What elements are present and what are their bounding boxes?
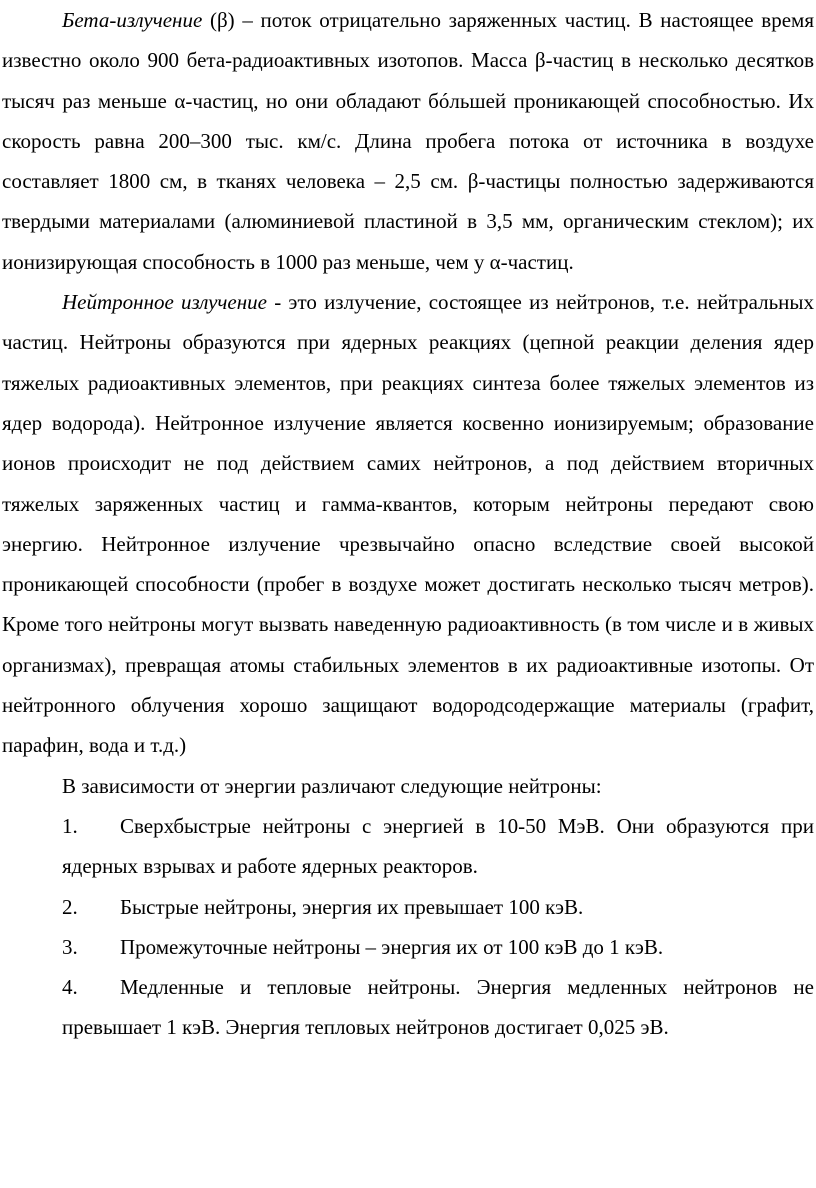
list-item xyxy=(2,967,814,1048)
list-item-text: Медленные и тепловые нейтроны. Энергия медленных нейтронов не превышает 1 кэВ. Энергия тепловых нейтронов достигает 0,025 эВ. xyxy=(62,975,814,1040)
list-item xyxy=(2,806,814,887)
list-item-text: Быстрые нейтроны, энергия их превышает 100 кэВ. xyxy=(120,894,584,919)
list-item-text: Промежуточные нейтроны – энергия их от 100 кэВ до 1 кэВ. xyxy=(120,934,664,959)
beta-radiation-term: Бета-излучение xyxy=(62,8,203,32)
neutron-types-list xyxy=(2,806,814,1048)
beta-radiation-paragraph xyxy=(2,0,814,282)
neutron-types-intro: В зависимости от энергии различают следующие нейтроны: xyxy=(62,773,602,798)
list-item-number: 3. xyxy=(62,934,78,959)
list-item-text: Сверхбыстрые нейтроны с энергией в 10-50 МэВ. Они образуются при ядерных взрывах и работе ядерных реакторов. xyxy=(62,813,814,879)
list-item xyxy=(2,887,814,927)
list-item-number: 4. xyxy=(62,975,78,1000)
beta-radiation-text: (β) – поток отрицательно заряженных частиц. В настоящее время известно около 900 бета-радиоактивных изотопов. Масса β-частиц в несколько десятков тысяч раз меньше α-частиц, но они обладают бóльшей проникающей способностью. Их скорость равна 200–300 тыс. км/с. Длина пробега потока от источника в воздухе составляет 1800 см, в тканях человека – 2,5 см. β-частицы полностью задерживаются твердыми материалами (алюминиевой пластиной в 3,5 мм, органическим стеклом); их ионизирующая способность в 1000 раз меньше, чем у α-частиц. xyxy=(2,8,814,274)
list-item xyxy=(2,927,814,967)
neutron-radiation-paragraph xyxy=(2,282,814,766)
neutron-radiation-term: Нейтронное излучение xyxy=(62,290,267,315)
list-item-number: 2. xyxy=(62,894,78,919)
list-item-number: 1. xyxy=(62,813,78,838)
neutron-radiation-text: - это излучение, состоящее из нейтронов, т.е. нейтральных частиц. Нейтроны образуются при ядерных реакциях (цепной реакции деления ядер тяжелых радиоактивных элементов, при реакциях синтеза более тяжелых элементов из ядер водорода). Нейтронное излучение является косвенно ионизируемым; образование ионов происходит не под действием самих нейтронов, а под действием вторичных тяжелых заряженных частиц и гамма-квантов, которым нейтроны передают свою энергию. Нейтронное излучение чрезвычайно опасно вследствие своей высокой проникающей способности (пробег в воздухе может достигать несколько тысяч метров). Кроме того нейтроны могут вызвать наведенную радиоактивность (в том числе и в живых организмах), превращая атомы стабильных элементов в их радиоактивные изотопы. От нейтронного облучения хорошо защищают водородсодержащие материалы (графит, парафин, вода и т.д.) xyxy=(2,290,814,758)
